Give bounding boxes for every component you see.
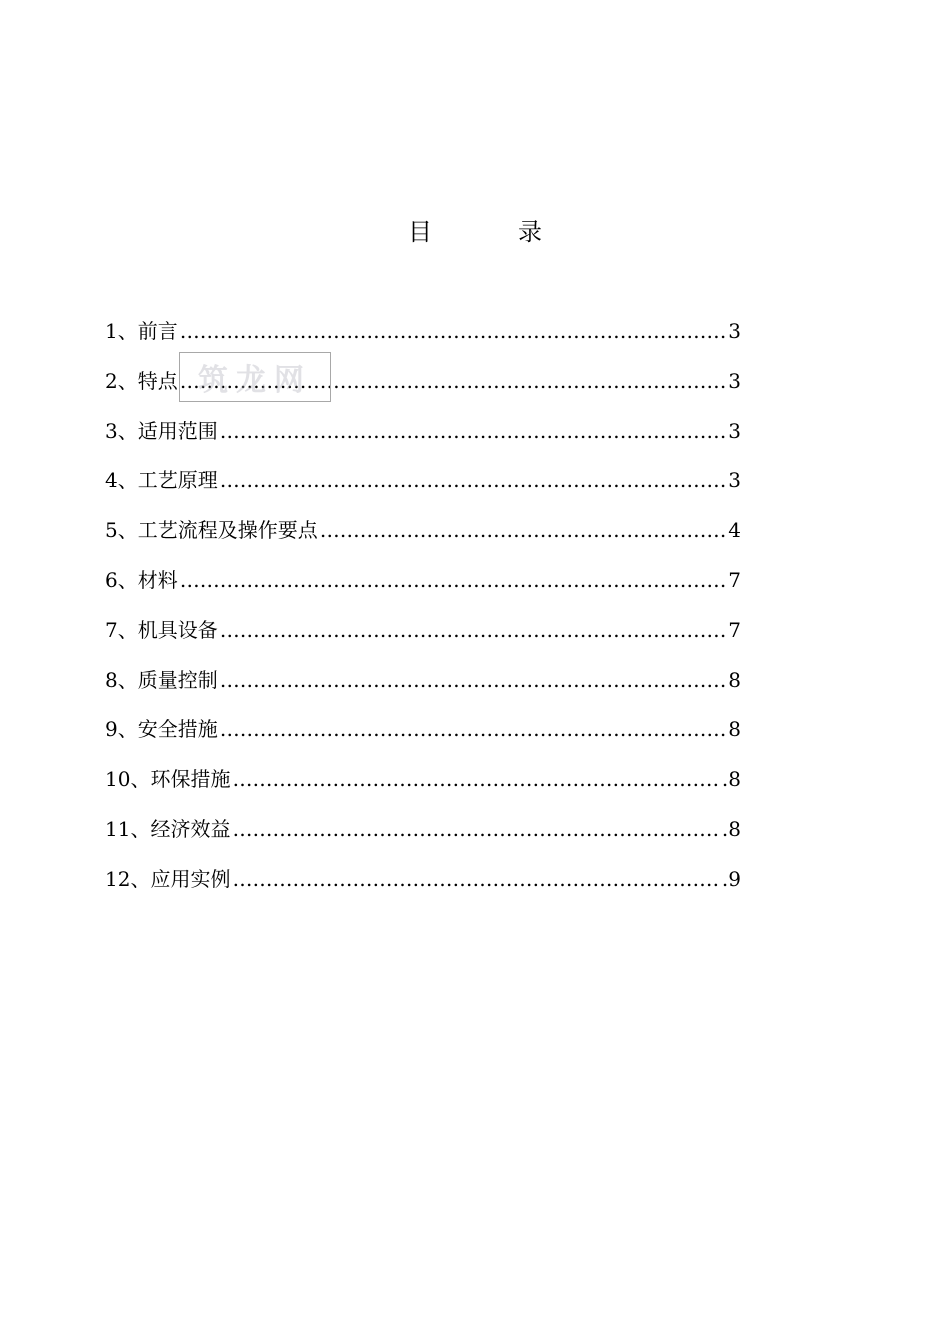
toc-leader-dots: [220, 618, 727, 642]
toc-label: 经济效益: [150, 816, 231, 841]
toc-leader-dots: [220, 468, 727, 492]
toc-page-number: 4: [728, 518, 741, 543]
toc-entry[interactable]: [105, 415, 741, 465]
title-part-2: 录: [518, 218, 542, 246]
toc-entry[interactable]: [105, 514, 741, 564]
toc-label: 机具设备: [137, 617, 218, 642]
toc-label: 材料: [137, 567, 178, 592]
toc-number: 9、: [105, 717, 138, 742]
title-part-1: 目: [408, 218, 432, 246]
toc-number: 1、: [105, 319, 138, 343]
toc-page-number: 3: [728, 368, 741, 393]
toc-entry[interactable]: [105, 863, 741, 913]
page-title: [0, 212, 950, 247]
toc-number: 12、: [105, 866, 151, 891]
toc-leader-dots: [320, 518, 727, 542]
toc-page-number: 8: [728, 717, 741, 742]
toc-number: 8、: [105, 667, 138, 692]
toc-number: 3、: [105, 418, 138, 443]
toc-number: 6、: [105, 567, 138, 592]
toc-entry[interactable]: [105, 664, 741, 714]
toc-leader-dots: [180, 319, 727, 343]
toc-label: 工艺原理: [137, 468, 218, 493]
toc-entry[interactable]: [105, 564, 741, 614]
toc-leader-dots: [232, 767, 719, 791]
toc-entry[interactable]: [105, 813, 741, 863]
toc-page-number: 3: [728, 468, 741, 493]
toc-page-number: 7: [728, 567, 741, 592]
toc-entry[interactable]: [105, 763, 741, 813]
toc-entry[interactable]: [105, 713, 741, 763]
watermark-logo: [179, 352, 331, 402]
toc-page-number: .8: [721, 767, 741, 792]
toc-leader-dots: [180, 568, 727, 592]
toc-label: 特点: [137, 368, 178, 393]
toc-leader-dots: [232, 817, 719, 841]
watermark-text: 筑龙网: [198, 363, 312, 398]
toc-number: 5、: [105, 518, 138, 543]
toc-number: 2、: [105, 368, 138, 393]
toc-leader-dots: [232, 867, 719, 891]
toc-page-number: .8: [721, 816, 741, 841]
table-of-contents: [105, 315, 741, 913]
toc-label: 工艺流程及操作要点: [137, 518, 318, 543]
toc-label: 环保措施: [150, 767, 231, 792]
toc-page-number: 8: [728, 667, 741, 692]
toc-page-number: 7: [728, 617, 741, 642]
toc-label: 适用范围: [137, 418, 218, 443]
toc-entry[interactable]: [105, 464, 741, 514]
toc-label: 安全措施: [137, 717, 218, 742]
toc-number: 10、: [105, 767, 151, 792]
toc-entry[interactable]: [105, 614, 741, 664]
toc-leader-dots: [220, 668, 727, 692]
toc-page-number: 3: [728, 319, 741, 343]
toc-label: 应用实例: [150, 866, 231, 891]
toc-leader-dots: [220, 717, 727, 741]
toc-leader-dots: [220, 419, 727, 443]
toc-label: 前言: [137, 319, 178, 343]
toc-number: 11、: [105, 816, 151, 841]
toc-page-number: .9: [721, 866, 741, 891]
toc-page-number: 3: [728, 418, 741, 443]
toc-number: 4、: [105, 468, 138, 493]
toc-number: 7、: [105, 617, 138, 642]
toc-label: 质量控制: [137, 667, 218, 692]
